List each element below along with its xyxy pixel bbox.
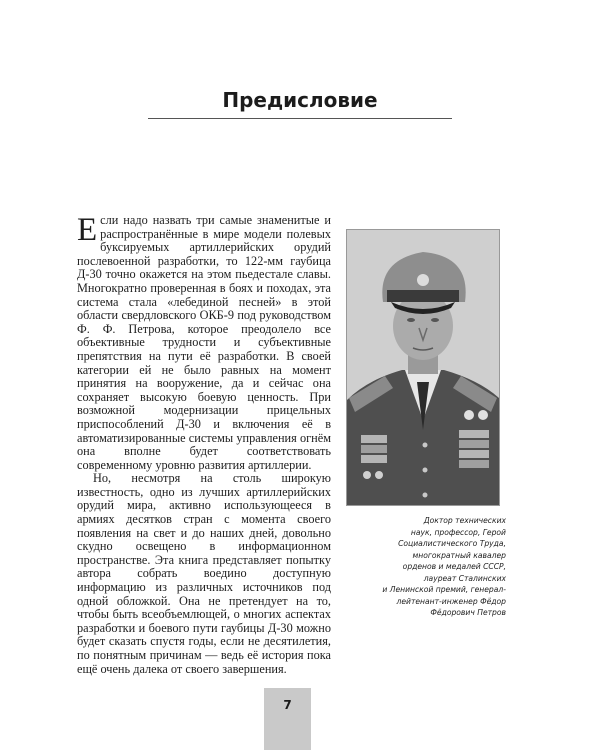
caption-line: Доктор технических [423,516,506,525]
paragraph-2: Но, несмотря на столь широкую известность, одно из лучших артиллерийских орудий мира, активно использующееся в армиях десятков стран с момента своего появления на свет и до наших дней, довольно скудно освещено в информационном пространстве. Эта книга представляет попытку автора собрать воедино доступную информацию из различных источников под одной обложкой. Она не претендует на то, чтобы быть всеобъемлющей, о многих аспектах разработки и боевого пути гаубицы Д-30 можно будет сказать спустя годы, если не десятилетия, по понятным причинам — ведь её история пока ещё очень далека от своего завершения. [77,471,331,676]
body-text [77,214,331,676]
portrait-photo [346,229,500,506]
caption-line: наук, профессор, Герой [410,527,506,537]
caption-line: Фёдорович Петров [430,608,506,617]
caption-line: и Ленинской премий, генерал- [382,585,506,594]
title-underline [148,118,452,119]
caption-line: многократный кавалер [412,550,506,560]
page-number: 7 [283,698,292,712]
paragraph-1 [77,214,331,472]
photo-caption [336,515,506,619]
caption-line: лейтенант-инженер Фёдор [396,596,506,606]
portrait-illustration [347,230,499,505]
page-number-tab [264,688,311,750]
caption-line: орденов и медалей СССР, [402,562,506,571]
caption-line: Социалистического Труда, [398,539,506,548]
paragraph-1-text: сли надо назвать три самые знаменитые и распространённые в мире модели полевых буксируемых артиллерийских орудий послевоенной разработки, то 122-мм гаубица Д-30 точно окажется на этом пьедестале славы. Многократно проверенная в боях и походах, эта система стала «лебединой песней» в этой области свердловского ОКБ-9 под руководством Ф. Ф. Петрова, которое преодолело все объективные трудности и субъективные препятствия на пути её разработки. В своей категории ей не было равных на момент принятия на вооружение, да и сейчас она сохраняет высокую боевую ценность. При возможной модернизации прицельных приспособлений Д-30 и включения её в автоматизированные системы управления огнём она вполне будет соответствовать современному уровню развития артиллерии. [77,213,331,472]
caption-line: лауреат Сталинских [423,573,506,583]
drop-cap: Е [77,212,98,248]
page-title: Предисловие [222,88,378,112]
